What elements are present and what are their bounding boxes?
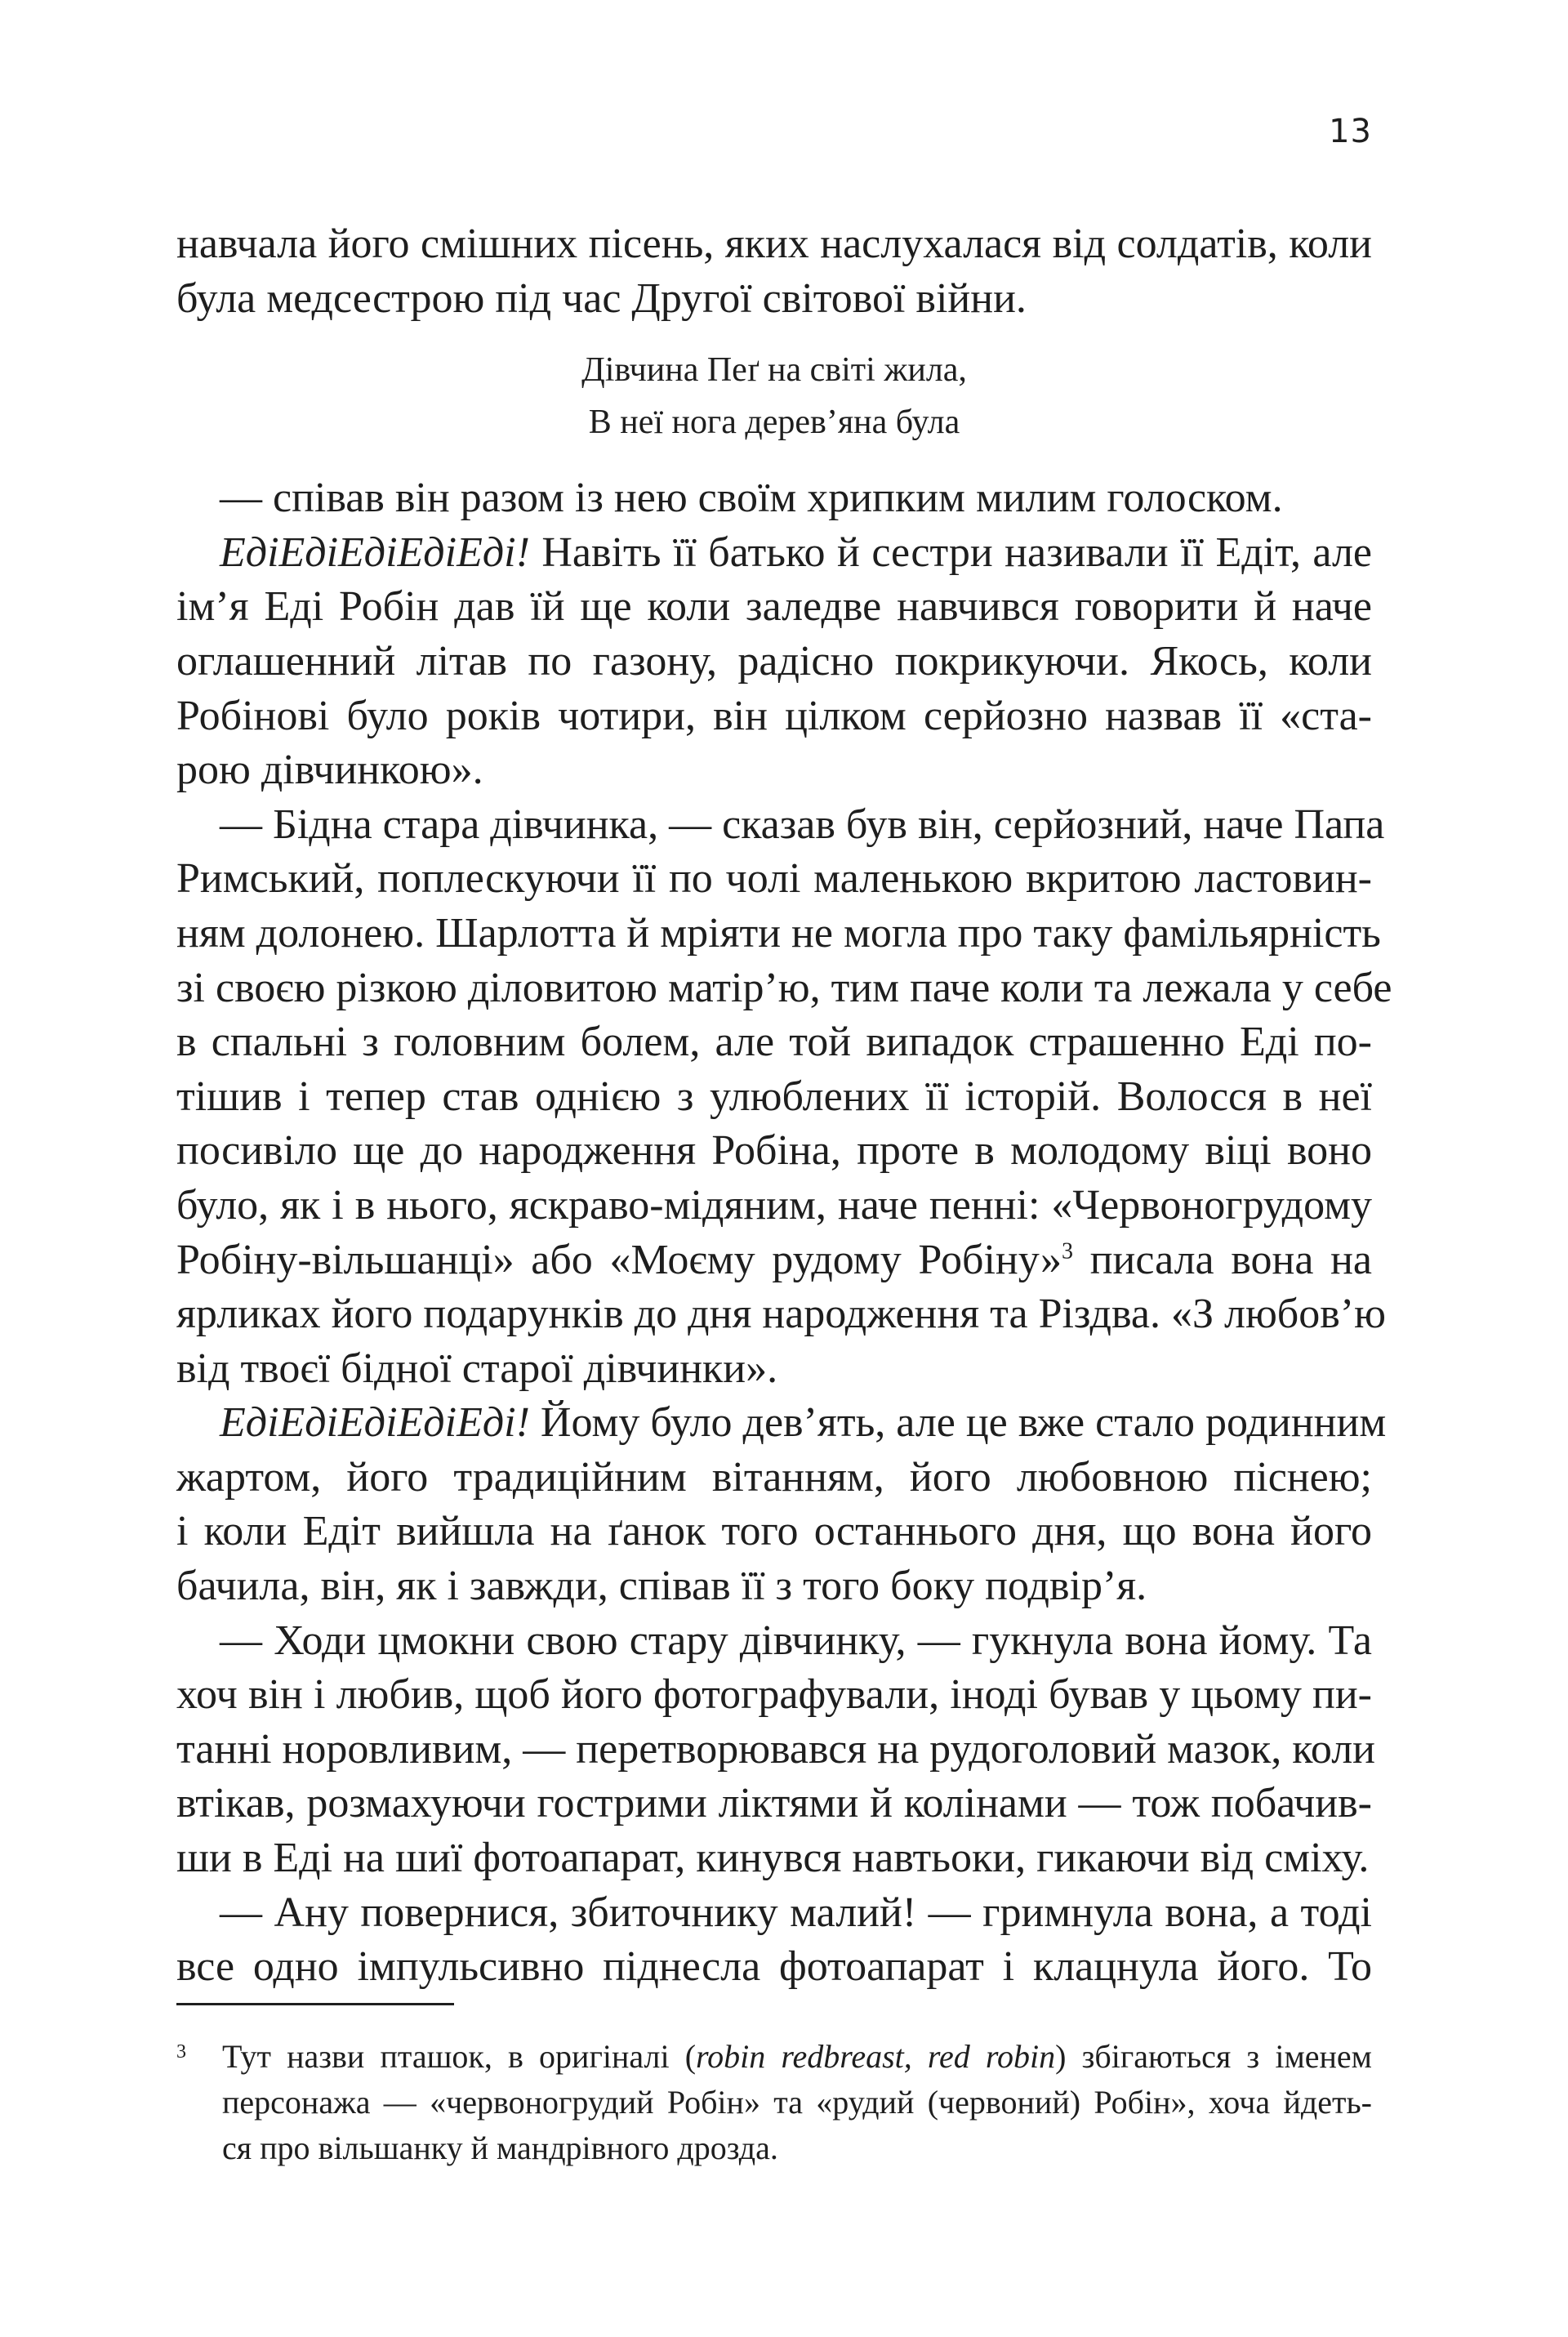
text-line: танні норовливим, — перетворювався на рудоголовий мазок, коли (176, 1725, 1376, 1773)
footnote-divider (176, 2003, 454, 2005)
text-line (176, 1233, 1372, 1288)
text-line: — Бідна стара дівчинка, — сказав був він, серйозний, наче Папа (220, 801, 1385, 848)
text-line: оглашенний літав по газону, радісно покрикуючи. Якось, коли (176, 637, 1372, 685)
text-line: було, як і в нього, яскраво-мідяним, наче пенні: «Червоногрудому (176, 1181, 1372, 1229)
text-line: Римський, поплескуючи її по чолі маленькою вкритою ластовин- (176, 855, 1372, 903)
verse-line: Дівчина Пеґ на світі жила, (581, 351, 967, 390)
text-line: хоч він і любив, щоб його фотографували, іноді бував у цьому пи- (176, 1671, 1372, 1719)
text-line: навчала його смішних пісень, яких наслухалася від солдатів, коли (176, 221, 1372, 267)
italic-exclamation: ЕдіЕдіЕдіЕдіЕді! (220, 529, 530, 576)
italic-exclamation: ЕдіЕдіЕдіЕдіЕді! (220, 1399, 530, 1447)
text-line: бачила, він, як і завжди, співав її з того боку подвір’я. (176, 1563, 1147, 1610)
text-line: ярликах його подарунків до дня народження та Різдва. «З любов’ю (176, 1291, 1386, 1338)
text-line: ши в Еді на шиї фотоапарат, кинувся навтьоки, гикаючи від сміху. (176, 1835, 1370, 1882)
text-line: в спальні з головним болем, але той випадок страшенно Еді по- (176, 1019, 1372, 1066)
footnote-reference: 3 (1062, 1238, 1074, 1264)
text-span: Тут назви пташок, в оригіналі ( (222, 2038, 697, 2075)
text-line: ням долонею. Шарлотта й мріяти не могла про таку фамільярність (176, 909, 1381, 957)
text-line: була медсестрою під час Другої світової війни. (176, 274, 1027, 322)
text-line: рою дівчинкою». (176, 747, 483, 794)
text-line: втікав, розмахуючи гострими ліктями й колінами — тож побачив- (176, 1780, 1372, 1827)
text-line: — співав він разом із нею своїм хрипким милим голоском. (220, 475, 1283, 522)
text-line: ім’я Еді Робін дав їй ще коли заледве навчився говорити й наче (176, 583, 1372, 631)
footnote-line: персонажа — «червоногрудий Робін» та «рудий (червоний) Робін», хоча йдеть- (222, 2084, 1372, 2121)
text-line: тішив і тепер став однією з улюблених її історій. Волосся в неї (176, 1073, 1372, 1120)
footnote-marker: 3 (176, 2041, 186, 2063)
footnote-line: ся про вільшанку й мандрівного дрозда. (222, 2130, 778, 2166)
text-line: все одно імпульсивно піднесла фотоапарат і клацнула його. То (176, 1943, 1372, 1991)
text-span: Йому було дев’ять, але це вже стало родинним (529, 1399, 1387, 1447)
text-line: посивіло ще до народження Робіна, проте в молодому віці воно (176, 1127, 1372, 1175)
footnote-line (222, 2034, 1372, 2080)
footnote-body (222, 2034, 1372, 2171)
text-line: зі своєю різкою діловитою матір’ю, тим паче коли та лежала у себе (176, 964, 1392, 1011)
text-line: і коли Едіт вийшла на ґанок того останнього дня, що вона його (176, 1508, 1372, 1555)
text-line: — Ходи цмокни свою стару дівчинку, — гукнула вона йому. Та (220, 1617, 1372, 1664)
text-line: Робінові було років чотири, він цілком серйозно назвав її «ста- (176, 692, 1372, 739)
text-span: писала вона на (1073, 1236, 1372, 1283)
main-text (176, 217, 1392, 1995)
text-line: — Ану повернися, збиточнику малий! — гримнула вона, а тоді (220, 1889, 1372, 1936)
text-span: ) збігаються з іменем (1055, 2038, 1372, 2075)
italic-term: robin redbreast, red robin (696, 2038, 1056, 2075)
page-number: 13 (1329, 113, 1372, 150)
text-line: жартом, його традиційним вітанням, його любовною піснею; (176, 1453, 1372, 1501)
text-line: від твоєї бідної старої дівчинки». (176, 1345, 778, 1392)
footnote (176, 2034, 1372, 2171)
text-span: Навіть її батько й сестри називали її Едіт, але (529, 529, 1372, 576)
verse-line: В неї нога дерев’яна була (588, 404, 960, 442)
text-span: Робіну-вільшанці» або «Моєму рудому Робіну» (176, 1236, 1062, 1283)
verse-block (176, 344, 1372, 448)
text-line (176, 1396, 1387, 1451)
text-line (176, 526, 1372, 581)
